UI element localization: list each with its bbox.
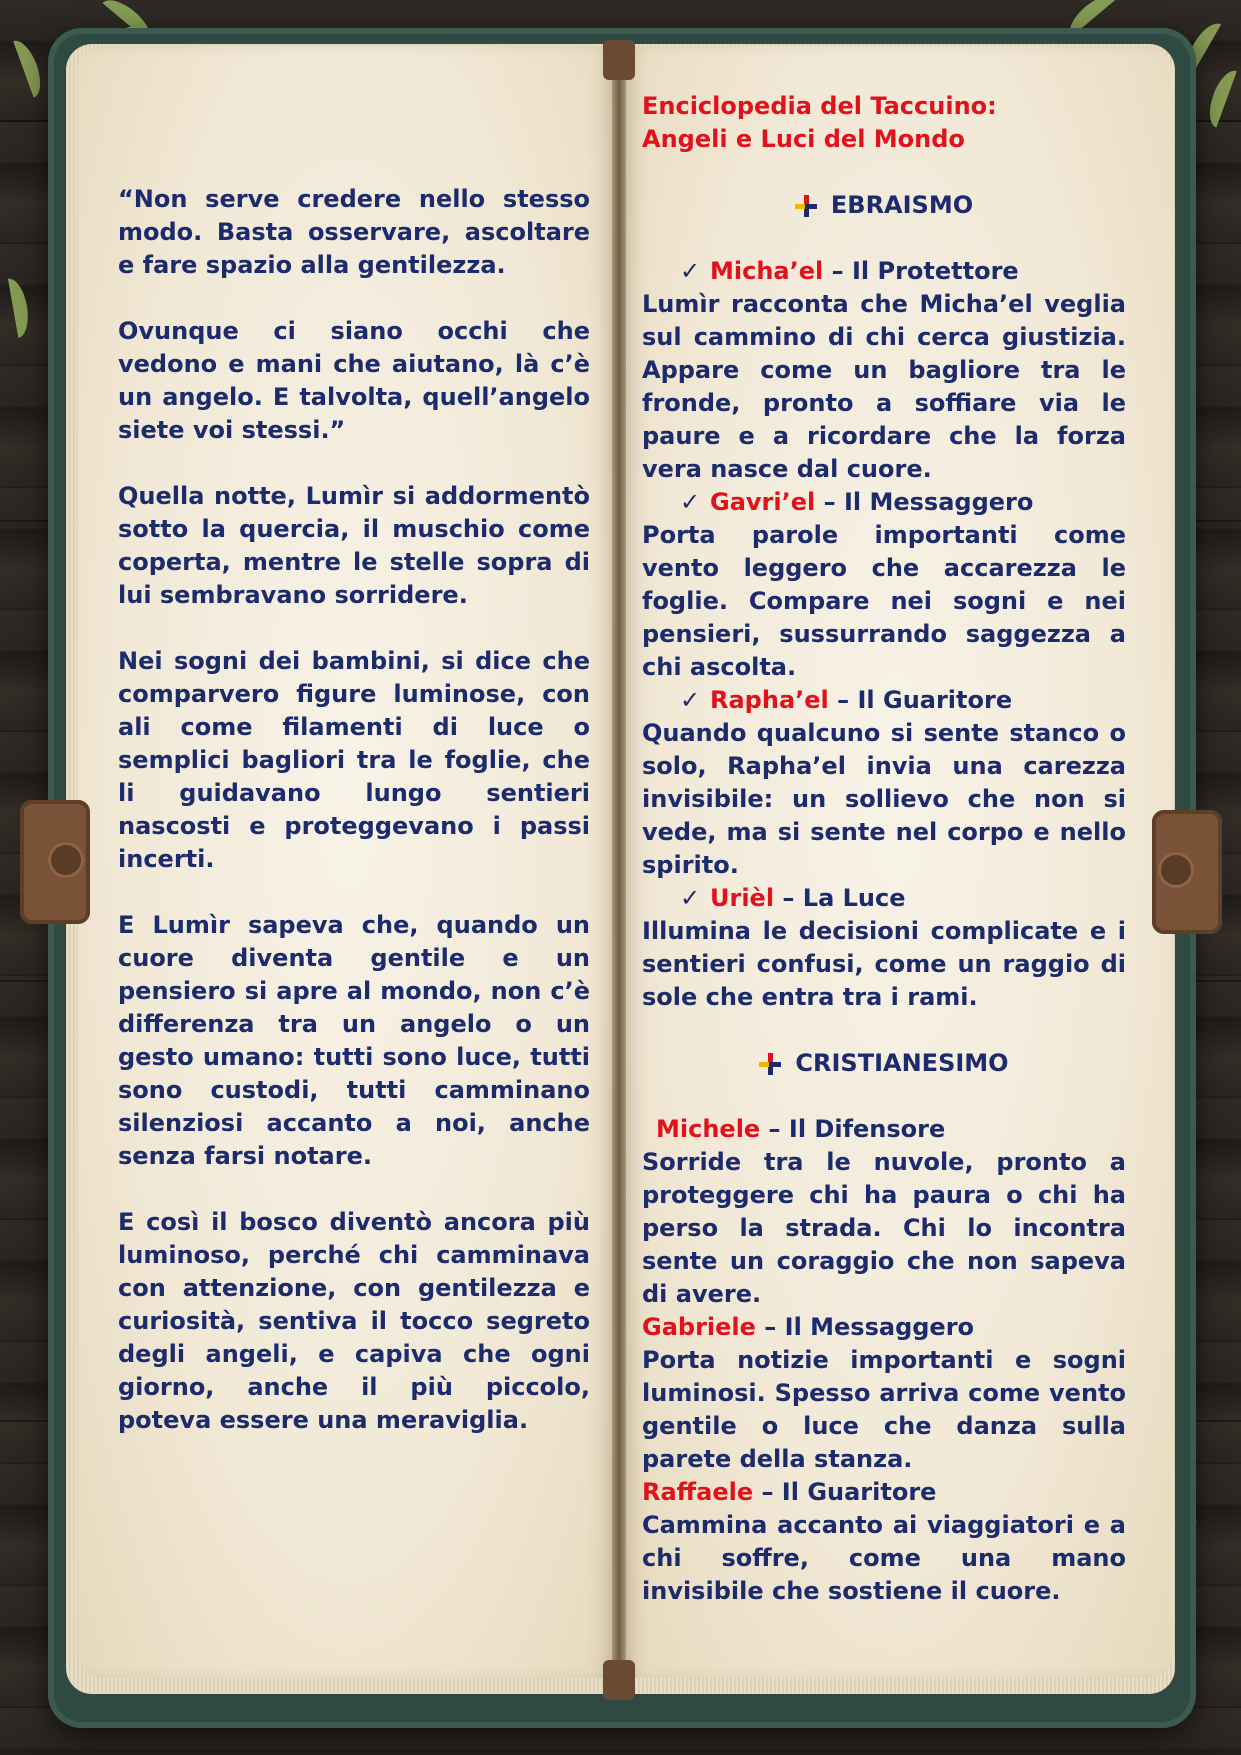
entry-description: Porta parole importanti come vento leggero che accarezza le foglie. Compare nei sogni e nei pensieri, sussurrando saggezza a chi ascolta.	[642, 521, 1126, 681]
angel-name: Urièl	[710, 884, 775, 912]
paragraph: E Lumìr sapeva che, quando un cuore diventa gentile e un pensiero si apre al mondo, non c’è differenza tra un angelo o un gesto umano: tutti sono luce, tutti sono custodi, tutti camminano silenziosi accanto a noi, anche senza farsi notare.	[118, 911, 590, 1170]
angel-name: Michele	[656, 1115, 761, 1143]
spine-cap-top	[603, 40, 635, 80]
encyclopedia-column	[642, 90, 1126, 1608]
entry-heading	[642, 255, 1126, 288]
section-heading-cristianesimo: CRISTIANESIMO	[642, 1047, 1126, 1080]
leather-strap-right	[1152, 810, 1222, 934]
entry-heading	[642, 1311, 1126, 1344]
entry-heading	[642, 1476, 1126, 1509]
entry-description: Illumina le decisioni complicate e i sentieri confusi, come un raggio di sole che entra tra i rami.	[642, 917, 1126, 1011]
notebook-spine	[612, 40, 626, 1700]
paragraph: “Non serve credere nello stesso modo. Basta osservare, ascoltare e fare spazio alla gentilezza.	[118, 185, 590, 279]
angel-role: – Il Messaggero	[755, 1313, 975, 1341]
section-heading-ebraismo: EBRAISMO	[642, 189, 1126, 222]
cross-ornament-icon	[795, 195, 817, 217]
paragraph: E così il bosco diventò ancora più luminoso, perché chi camminava con attenzione, con gentilezza e curiosità, sentiva il tocco segreto degli angeli, e capiva che ogni giorno, anche il più piccolo, poteva essere una meraviglia.	[118, 1208, 590, 1434]
cross-ornament-icon	[759, 1053, 781, 1075]
paragraph: Quella notte, Lumìr si addormentò sotto la quercia, il muschio come coperta, mentre le stelle sopra di lui sembravano sorridere.	[118, 482, 590, 609]
entry-description: Porta notizie importanti e sogni luminosi. Spesso arriva come vento gentile o luce che danza sulla parete della stanza.	[642, 1346, 1126, 1473]
page-subtitle: Angeli e Luci del Mondo	[642, 125, 965, 153]
entry-description: Lumìr racconta che Micha’el veglia sul cammino di chi cerca giustizia. Appare come un bagliore tra le fronde, pronto a soffiare via le paure e a ricordare che la forza vera nasce dal cuore.	[642, 290, 1126, 483]
entry-heading	[642, 684, 1126, 717]
entry-heading	[642, 882, 1126, 915]
entry-description: Quando qualcuno si sente stanco o solo, Rapha’el invia una carezza invisibile: un sollievo che non si vede, ma si sente nel corpo e nello spirito.	[642, 719, 1126, 879]
checkmark-icon: ✓	[680, 686, 701, 714]
angel-name: Raffaele	[642, 1478, 754, 1506]
left-page-text	[118, 183, 590, 1470]
checkmark-icon: ✓	[680, 884, 701, 912]
spine-cap-bottom	[603, 1660, 635, 1700]
angel-role: – Il Guaritore	[828, 686, 1013, 714]
angel-name: Gavri’el	[710, 488, 816, 516]
entry-heading	[642, 486, 1126, 519]
checkmark-icon: ✓	[680, 257, 701, 285]
entry-heading	[642, 1113, 1126, 1146]
entry-description: Cammina accanto ai viaggiatori e a chi soffre, come una mano invisibile che sostiene il cuore.	[642, 1511, 1126, 1605]
paragraph: Ovunque ci siano occhi che vedono e mani che aiutano, là c’è un angelo. E talvolta, quell’angelo siete voi stessi.”	[118, 317, 590, 444]
angel-role: – Il Messaggero	[815, 488, 1034, 516]
angel-role: – Il Difensore	[760, 1115, 946, 1143]
angel-role: – Il Guaritore	[753, 1478, 937, 1506]
paragraph: Nei sogni dei bambini, si dice che comparvero figure luminose, con ali come filamenti di luce o semplici bagliori tra le foglie, che li guidavano lungo sentieri nascosti e proteggevano i passi incerti.	[118, 647, 590, 873]
checkmark-icon: ✓	[680, 488, 701, 516]
leather-strap-left	[20, 800, 90, 924]
angel-name: Gabriele	[642, 1313, 756, 1341]
angel-role: – La Luce	[774, 884, 906, 912]
angel-role: – Il Protettore	[823, 257, 1019, 285]
angel-name: Micha’el	[710, 257, 824, 285]
page-title: Enciclopedia del Taccuino:	[642, 92, 997, 120]
entry-description: Sorride tra le nuvole, pronto a proteggere chi ha paura o chi ha perso la strada. Chi lo incontra sente un coraggio che non sapeva di avere.	[642, 1148, 1126, 1308]
angel-name: Rapha’el	[710, 686, 829, 714]
